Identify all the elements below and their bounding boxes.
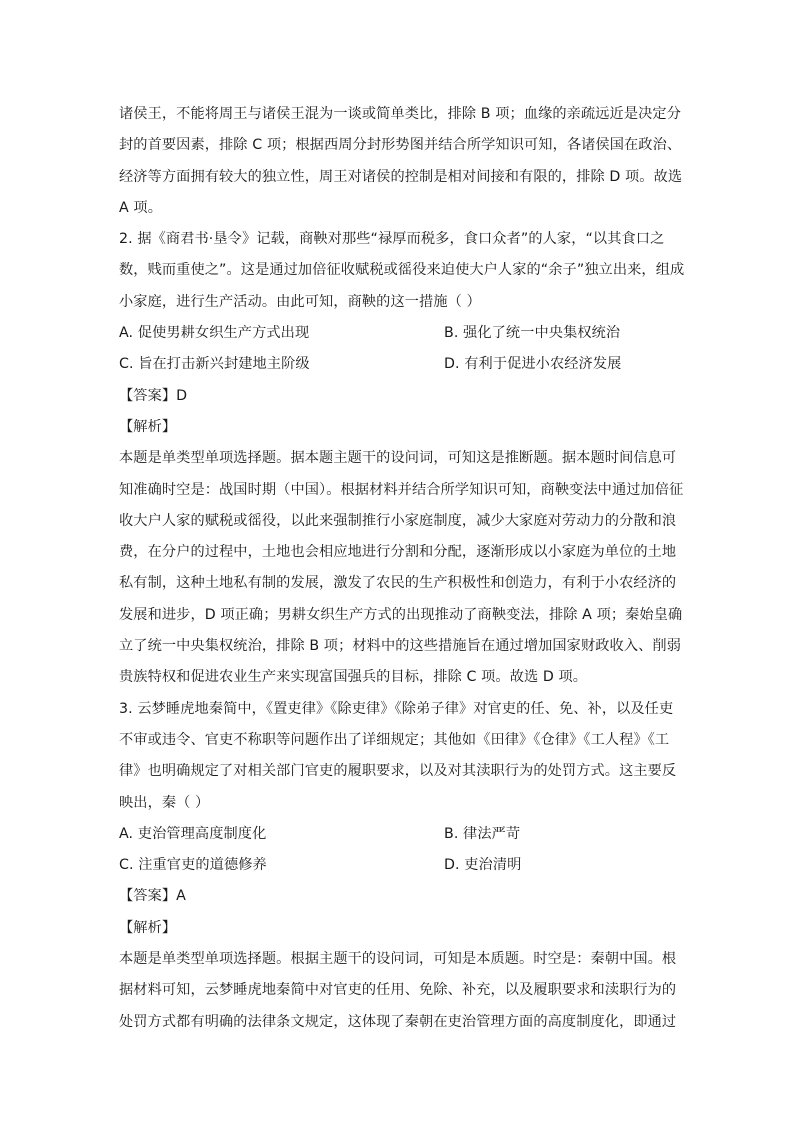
option-a: A. 促使男耕女织生产方式出现 <box>119 325 310 342</box>
text-line: 封的首要因素，排除 C 项；根据西周分封形势图并结合所学知识可知，各诸侯国在政治、 <box>119 137 682 154</box>
option-b: B. 律法严苛 <box>444 825 521 842</box>
analysis-label: 【解析】 <box>119 418 177 435</box>
question-2 <box>119 224 685 693</box>
option-c: C. 旨在打击新兴封建地主阶级 <box>119 356 310 373</box>
analysis-line: 本题是单类型单项选择题。据本题主题干的设问词，可知这是推断题。据本题时间信息可 <box>119 450 677 467</box>
analysis-line: 处罚方式都有明确的法律条文规定，这体现了秦朝在吏治管理方面的高度制度化，即通过 <box>119 1013 677 1030</box>
analysis-line: 本题是单类型单项选择题。根据主题干的设问词，可知是本质题。时空是：秦朝中国。根 <box>119 951 677 968</box>
text-line: 诸侯王，不能将周王与诸侯王混为一谈或简单类比，排除 B 项；血缘的亲疏远近是决定分 <box>119 106 681 122</box>
option-b: B. 强化了统一中央集权统治 <box>444 325 621 342</box>
question-3 <box>119 694 675 1038</box>
text-line: 经济等方面拥有较大的独立性，周王对诸侯的控制是相对间接和有限的，排除 D 项。故选 <box>119 168 683 185</box>
question-stem-line: 小家庭，进行生产活动。由此可知，商鞅的这一措施（ ） <box>119 293 481 310</box>
question-stem-line: 律》也明确规定了对相关部门官吏的履职要求，以及对其渎职行为的处罚方式。这主要反 <box>119 763 677 780</box>
option-a: A. 吏治管理高度制度化 <box>119 825 267 842</box>
option-d: D. 吏治清明 <box>444 857 522 874</box>
option-d: D. 有利于促进小农经济发展 <box>444 356 622 373</box>
question-stem-line: 映出，秦（ ） <box>119 794 210 811</box>
analysis-line: 发展和进步，D 项正确；男耕女织生产方式的出现推动了商鞅变法，排除 A 项；秦始皇确 <box>119 606 683 623</box>
previous-analysis-continuation <box>119 99 683 224</box>
analysis-label: 【解析】 <box>119 919 177 936</box>
document-body <box>119 99 685 1038</box>
options-row-2 <box>119 850 675 881</box>
options-row-2 <box>119 349 675 380</box>
question-stem-line: 3. 云梦睡虎地秦简中，《置吏律》《除吏律》《除弟子律》对官吏的任、免、补，以及任吏 <box>119 700 674 717</box>
answer-line: 【答案】D <box>119 387 188 404</box>
answer-line: 【答案】A <box>119 888 186 905</box>
analysis-line: 据材料可知，云梦睡虎地秦简中对官吏的任用、免除、补充，以及履职要求和渎职行为的 <box>119 982 677 999</box>
analysis-line: 贵族特权和促进农业生产来实现富国强兵的目标，排除 C 项。故选 D 项。 <box>119 669 588 686</box>
text-line: A 项。 <box>119 199 162 216</box>
analysis-line: 立了统一中央集权统治，排除 B 项；材料中的这些措施旨在通过增加国家财政收入、削弱 <box>119 638 681 655</box>
question-stem-line: 2. 据《商君书·垦令》记载，商鞅对那些“禄厚而税多，食口众者”的人家，“以其食口之 <box>119 231 665 248</box>
option-c: C. 注重官吏的道德修养 <box>119 857 267 874</box>
options-row-1 <box>119 318 675 349</box>
analysis-line: 费，在分户的过程中，土地也会相应地进行分割和分配，逐渐形成以小家庭为单位的土地 <box>119 544 677 561</box>
question-stem-line: 不审或违令、官吏不称职等问题作出了详细规定；其他如《田律》《仓律》《工人程》《工 <box>119 731 670 748</box>
analysis-line: 收大户人家的赋税或徭役，以此来强制推行小家庭制度，减少大家庭对劳动力的分散和浪 <box>119 512 677 529</box>
options-row-1 <box>119 819 675 850</box>
analysis-line: 知准确时空是：战国时期（中国）。根据材料并结合所学知识可知，商鞅变法中通过加倍征 <box>119 481 684 498</box>
analysis-line: 私有制，这种土地私有制的发展，激发了农民的生产积极性和创造力，有利于小农经济的 <box>119 575 677 592</box>
question-stem-line: 数，贱而重使之”。这是通过加倍征收赋税或徭役来迫使大户人家的“余子”独立出来，组成 <box>119 262 685 279</box>
